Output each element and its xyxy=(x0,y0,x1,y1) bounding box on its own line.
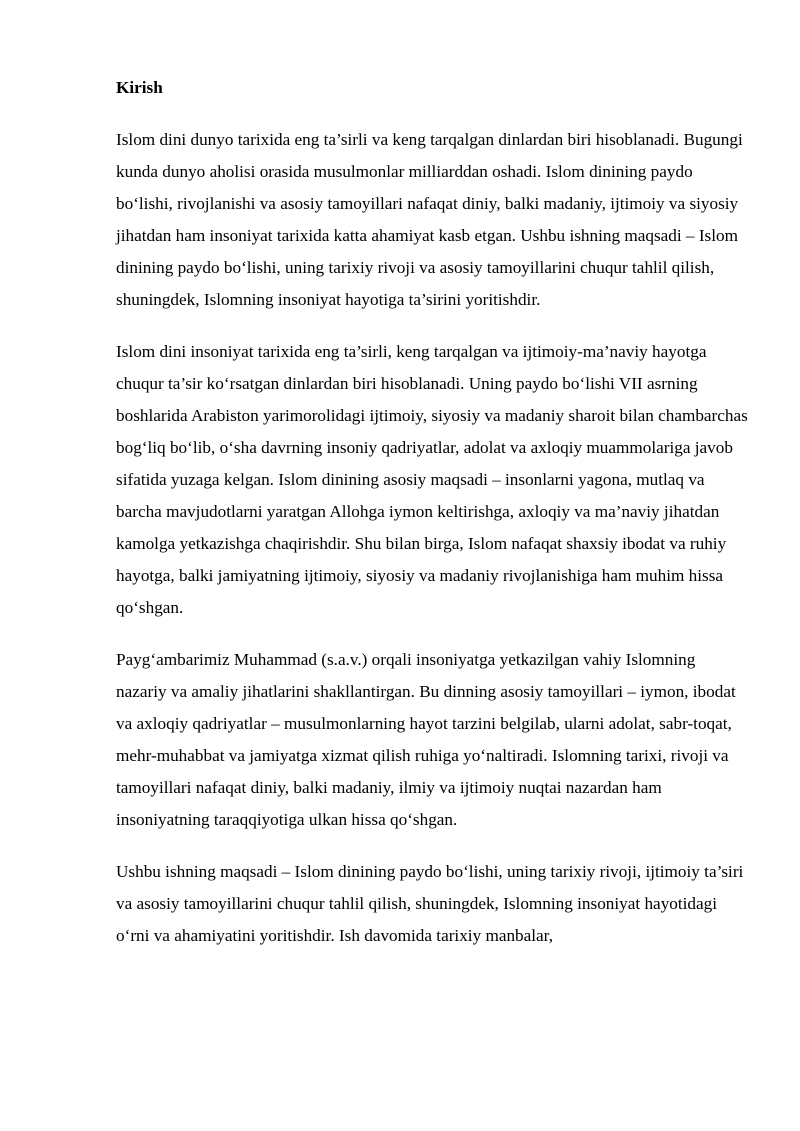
paragraph-1: Islom dini dunyo tarixida eng ta’sirli va keng tarqalgan dinlardan biri hisoblanadi. Bugungi kunda dunyo aholisi orasida musulmonlar milliarddan oshadi. Islom dinining paydo bo‘lishi, rivojlanishi va asosiy tamoyillari nafaqat diniy, balki madaniy, ijtimoiy va siyosiy jihatdan ham insoniyat tarixida katta ahamiyat kasb etgan. Ushbu ishning maqsadi – Islom dinining paydo bo‘lishi, uning tarixiy rivoji va asosiy tamoyillarini chuqur tahlil qilish, shuningdek, Islomning insoniyat hayotiga ta’sirini yoritishdir. xyxy=(116,130,743,309)
section-heading: Kirish xyxy=(116,78,163,97)
document-page xyxy=(116,74,748,952)
paragraph-4: Ushbu ishning maqsadi – Islom dinining paydo bo‘lishi, uning tarixiy rivoji, ijtimoiy ta’siri va asosiy tamoyillarini chuqur tahlil qilish, shuningdek, Islomning insoniyat hayotidagi o‘rni va ahamiyatini yoritishdir. Ish davomida tarixiy manbalar, xyxy=(116,862,744,945)
paragraph-2: Islom dini insoniyat tarixida eng ta’sirli, keng tarqalgan va ijtimoiy-ma’naviy hayotga chuqur ta’sir ko‘rsatgan dinlardan biri hisoblanadi. Uning paydo bo‘lishi VII asrning boshlarida Arabiston yarimorolidagi ijtimoiy, siyosiy va madaniy sharoit bilan chambarchas bog‘liq bo‘lib, o‘sha davrning insoniy qadriyatlar, adolat va axloqiy muammolariga javob sifatida yuzaga kelgan. Islom dinining asosiy maqsadi – insonlarni yagona, mutlaq va barcha mavjudotlarni yaratgan Allohga iymon keltirishga, axloqiy va ma’naviy jihatdan kamolga yetkazishga chaqirishdir. Shu bilan birga, Islom nafaqat shaxsiy ibodat va ruhiy hayotga, balki jamiyatning ijtimoiy, siyosiy va madaniy rivojlanishiga ham muhim hissa qo‘shgan. xyxy=(116,342,748,617)
paragraph-3: Payg‘ambarimiz Muhammad (s.a.v.) orqali insoniyatga yetkazilgan vahiy Islomning nazariy va amaliy jihatlarini shakllantirgan. Bu dinning asosiy tamoyillari – iymon, ibodat va axloqiy qadriyatlar – musulmonlarning hayot tarzini belgilab, ularni adolat, sabr-toqat, mehr-muhabbat va jamiyatga xizmat qilish ruhiga yo‘naltiradi. Islomning tarixi, rivoji va tamoyillari nafaqat diniy, balki madaniy, ilmiy va ijtimoiy nuqtai nazardan ham insoniyatning taraqqiyotiga ulkan hissa qo‘shgan. xyxy=(116,650,736,829)
